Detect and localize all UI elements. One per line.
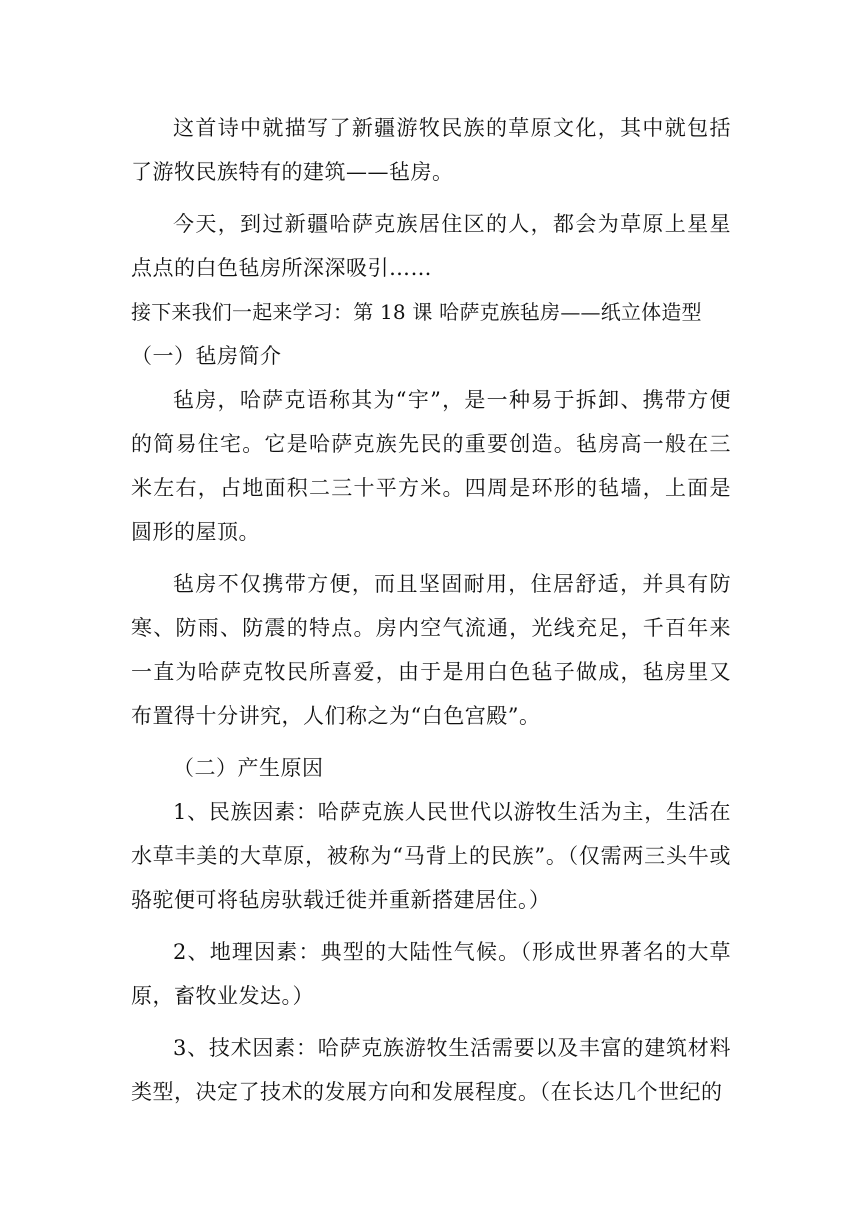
paragraph-reason-ethnic: 1、民族因素：哈萨克族人民世代以游牧生活为主，生活在水草丰美的大草原，被称为“马背上的民族”。（仅需两三头牛或骆驼便可将毡房驮载迁徙并重新搭建居住。）: [131, 800, 731, 912]
paragraph-reason-geography: 2、地理因素：典型的大陆性气候。（形成世界著名的大草原，畜牧业发达。）: [131, 940, 731, 1008]
paragraph-intro: 这首诗中就描写了新疆游牧民族的草原文化，其中就包括了游牧民族特有的建筑——毡房。: [131, 116, 731, 184]
section-title-reasons: （二）产生原因: [173, 756, 324, 780]
paragraph-today: 今天，到过新疆哈萨克族居住区的人，都会为草原上星星点点的白色毡房所深深吸引……: [131, 212, 731, 280]
paragraph-yurt-features: 毡房不仅携带方便，而且坚固耐用，住居舒适，并具有防寒、防雨、防震的特点。房内空气流通，光线充足，千百年来一直为哈萨克牧民所喜爱，由于是用白色毡子做成，毡房里又布置得十分讲究，人们称之为“白色宫殿”。: [131, 572, 731, 728]
paragraph-yurt-definition: 毡房，哈萨克语称其为“宇”，是一种易于拆卸、携带方便的简易住宅。它是哈萨克族先民的重要创造。毡房高一般在三米左右，占地面积二三十平方米。四周是环形的毡墙，上面是圆形的屋顶。: [131, 388, 731, 544]
lesson-line: 接下来我们一起来学习：第 18 课 哈萨克族毡房——纸立体造型: [131, 300, 702, 324]
body-text: [131, 106, 731, 1114]
paragraph-reason-technology: 3、技术因素：哈萨克族游牧生活需要以及丰富的建筑材料类型，决定了技术的发展方向和发展程度。（在长达几个世纪的: [131, 1036, 731, 1104]
section-title-intro: （一）毡房简介: [131, 344, 282, 368]
